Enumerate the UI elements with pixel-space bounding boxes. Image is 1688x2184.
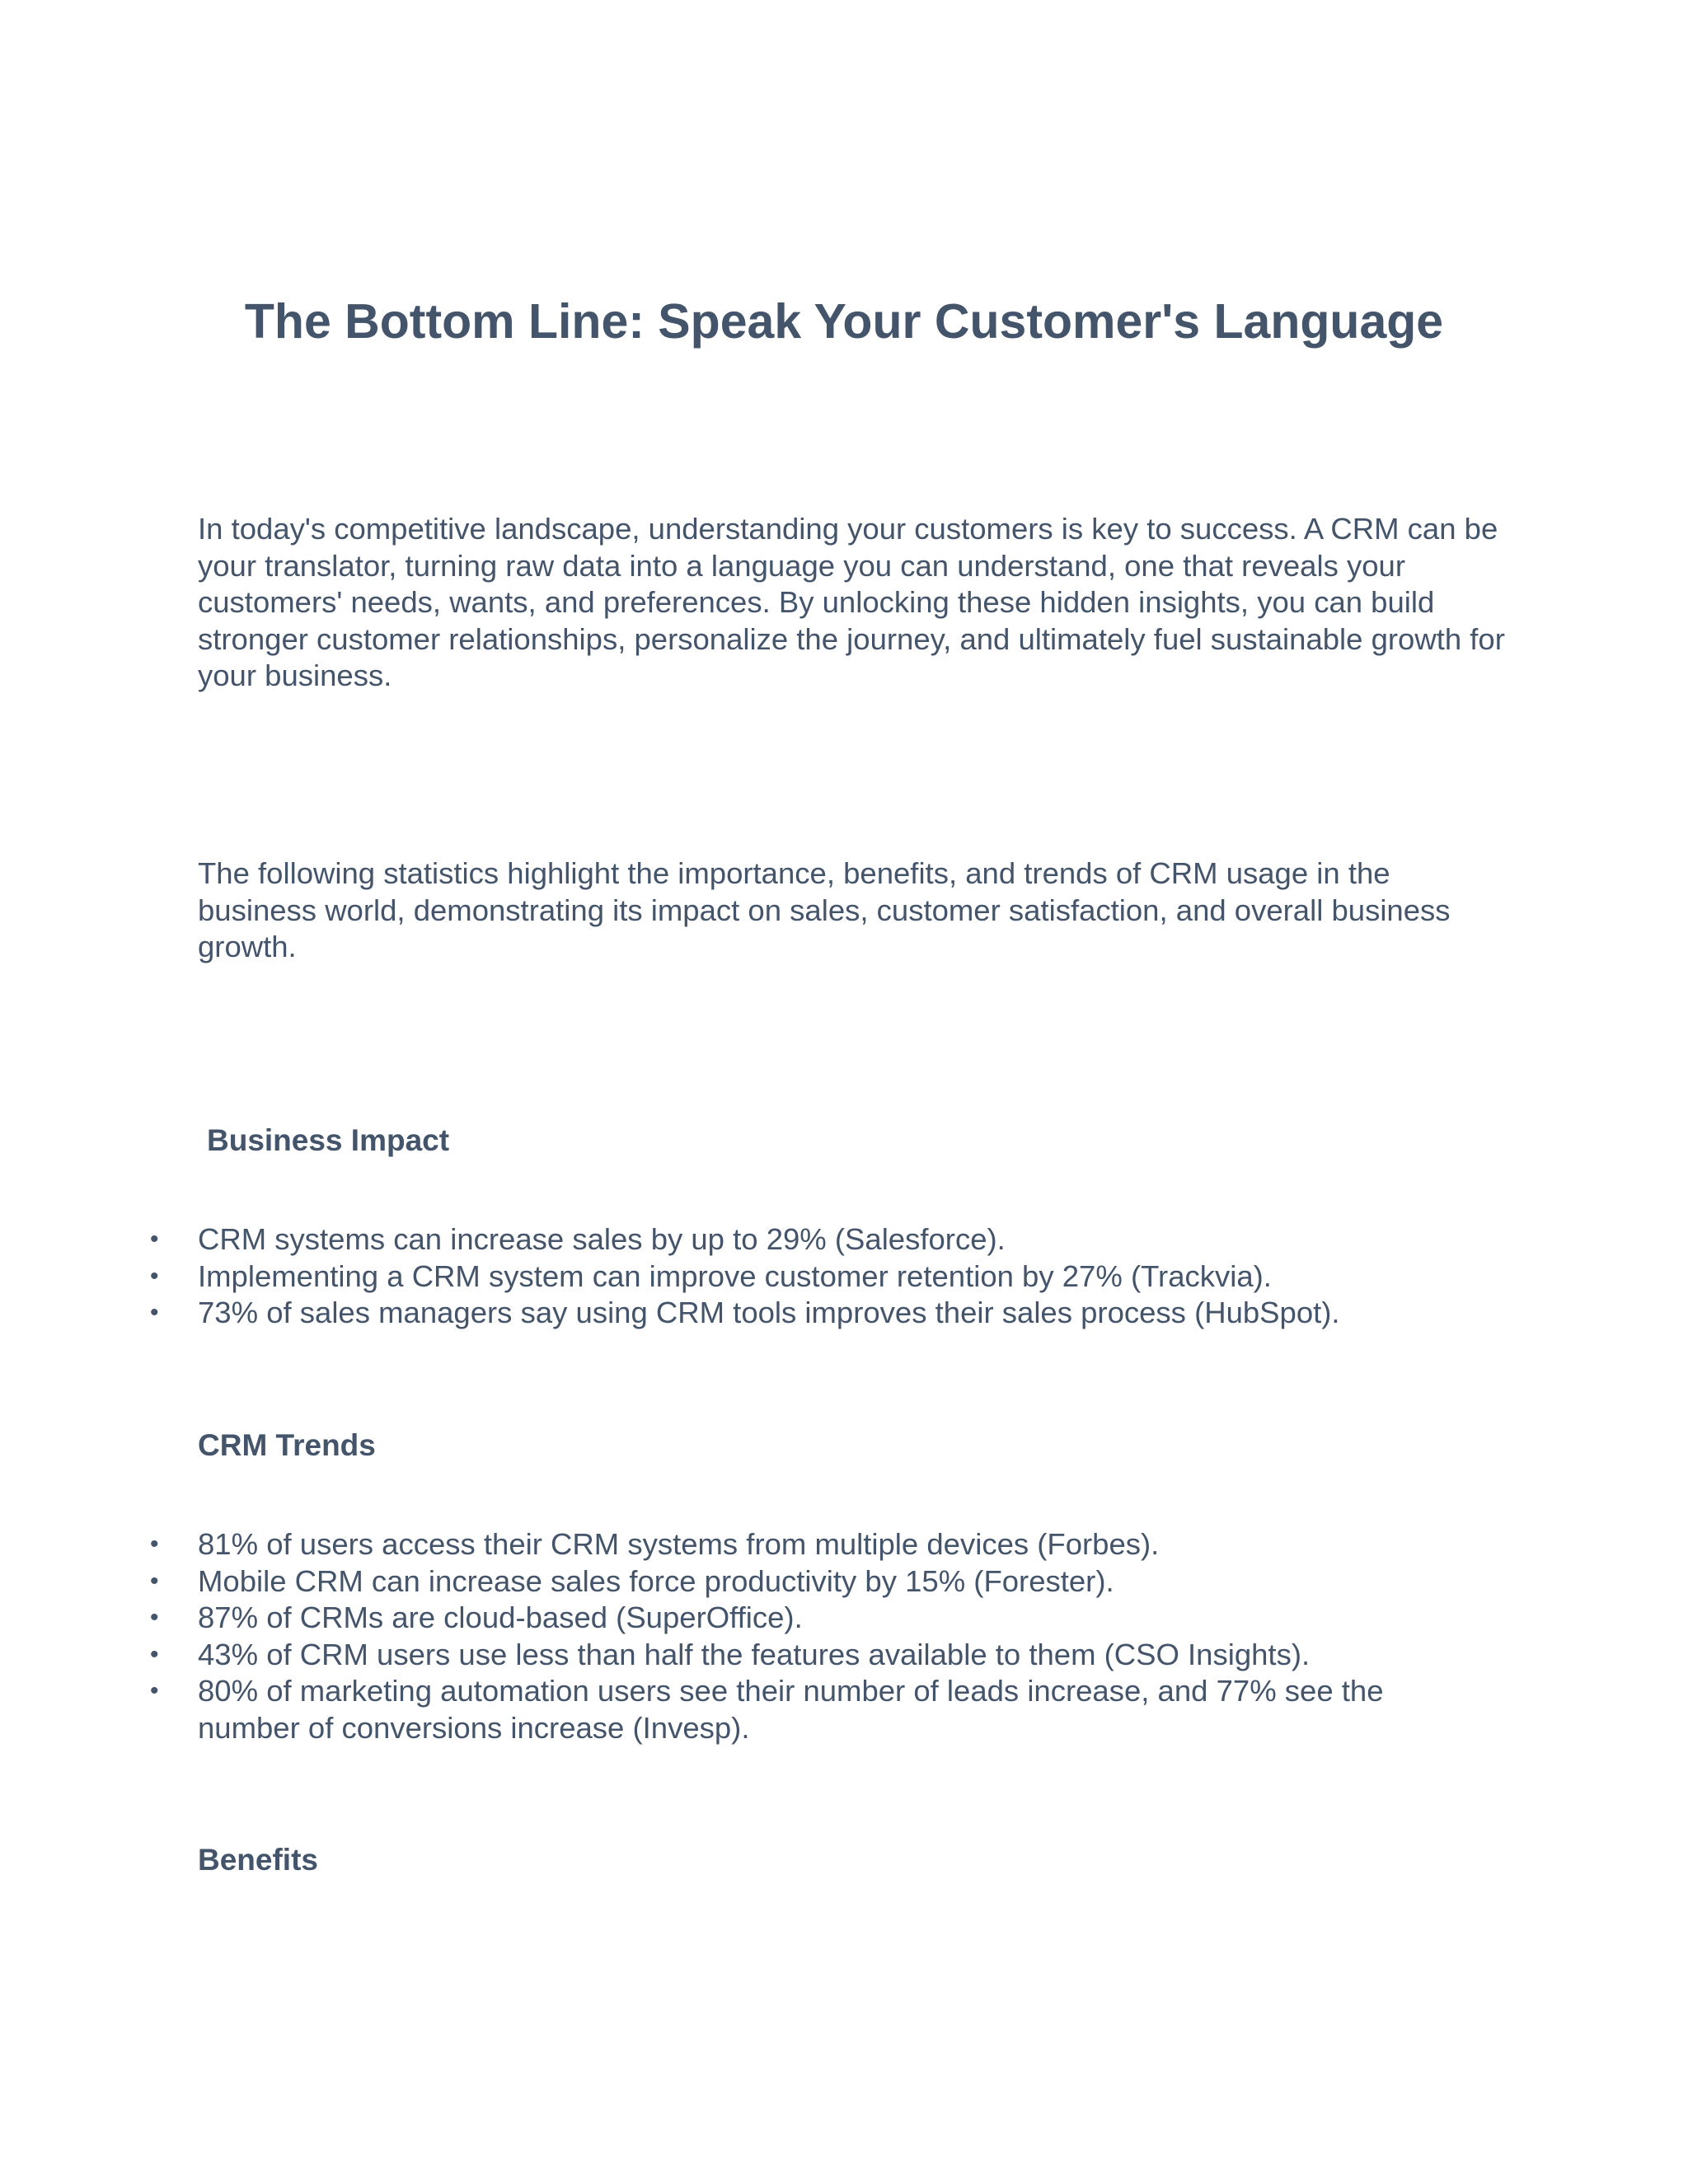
bullet-icon: • bbox=[150, 1640, 159, 1668]
bullet-icon: • bbox=[150, 1299, 159, 1326]
bullet-icon: • bbox=[150, 1604, 159, 1631]
list-item bbox=[0, 1526, 1492, 1563]
intro-paragraph: In today's competitive landscape, understanding your customers is key to success. A CRM can be your translator, turning raw data into a language you can understand, one that reveals your customers' needs, wants, and preferences. By unlocking these hidden insights, you can build stronger customer relationships, personalize the journey, and ultimately fuel sustainable growth for your business. bbox=[198, 512, 1505, 692]
section-heading-business-impact: Business Impact bbox=[207, 1123, 450, 1157]
list-item bbox=[0, 1673, 1492, 1746]
bullet-icon: • bbox=[150, 1530, 159, 1558]
list-item bbox=[0, 1563, 1492, 1601]
bullet-icon: • bbox=[150, 1567, 159, 1595]
list-item bbox=[0, 1258, 1492, 1296]
list-item bbox=[0, 1295, 1492, 1332]
list-item bbox=[0, 1221, 1492, 1258]
stats-paragraph: The following statistics highlight the importance, benefits, and trends of CRM usage in the business world, demonstrating its impact on sales, customer satisfaction, and overall business growth. bbox=[198, 856, 1451, 963]
crm-trends-list bbox=[0, 1526, 1688, 1746]
page-title: The Bottom Line: Speak Your Customer's Language bbox=[244, 294, 1444, 349]
section-heading-benefits: Benefits bbox=[198, 1843, 318, 1877]
business-impact-list bbox=[0, 1221, 1688, 1332]
list-item-text: CRM systems can increase sales by up to 29% (Salesforce). bbox=[198, 1222, 1006, 1256]
list-item-text: 80% of marketing automation users see their number of leads increase, and 77% see the number of conversions increase (Invesp). bbox=[198, 1674, 1384, 1745]
list-item-text: Mobile CRM can increase sales force productivity by 15% (Forester). bbox=[198, 1563, 1114, 1598]
bullet-icon: • bbox=[150, 1262, 159, 1290]
list-item bbox=[0, 1637, 1492, 1674]
list-item-text: 43% of CRM users use less than half the features available to them (CSO Insights). bbox=[198, 1637, 1311, 1671]
list-item-text: 81% of users access their CRM systems from multiple devices (Forbes). bbox=[198, 1527, 1160, 1561]
bullet-icon: • bbox=[150, 1677, 159, 1704]
list-item-text: 87% of CRMs are cloud-based (SuperOffice). bbox=[198, 1601, 803, 1634]
list-item-text: 73% of sales managers say using CRM tools improves their sales process (HubSpot). bbox=[198, 1296, 1340, 1329]
list-item bbox=[0, 1600, 1492, 1637]
section-heading-crm-trends: CRM Trends bbox=[198, 1428, 376, 1462]
bullet-icon: • bbox=[150, 1226, 159, 1253]
list-item-text: Implementing a CRM system can improve customer retention by 27% (Trackvia). bbox=[198, 1258, 1272, 1293]
